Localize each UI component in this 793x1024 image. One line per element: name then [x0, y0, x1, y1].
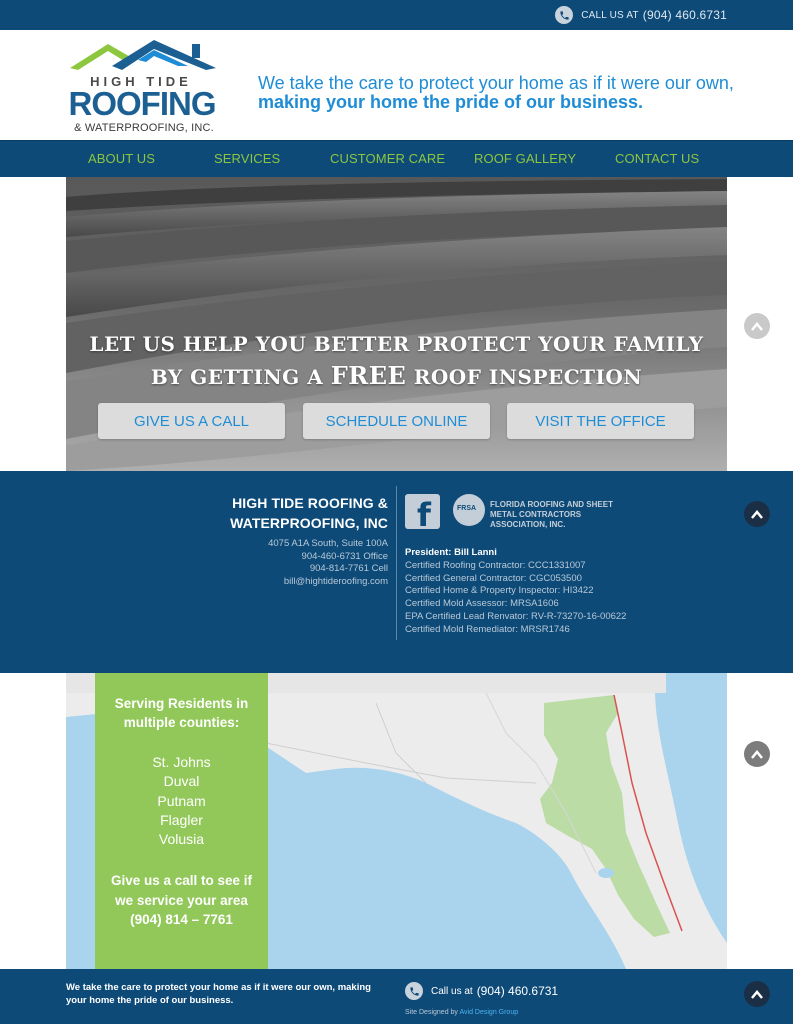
company-name-line2: WATERPROOFING, INC [230, 515, 388, 531]
frsa-name: FLORIDA ROOFING AND SHEET METAL CONTRACTORS ASSOCIATION, INC. [490, 500, 613, 529]
service-cta-phone[interactable]: (904) 814 – 7761 [130, 912, 233, 927]
footer-credit [405, 1009, 518, 1016]
top-call-label: CALL US AT [581, 9, 639, 21]
logo-line-roofing: ROOFING [68, 85, 216, 122]
scroll-up-button-map[interactable] [744, 741, 770, 767]
schedule-online-button[interactable]: SCHEDULE ONLINE [303, 403, 490, 439]
footer-phone-number: (904) 460.6731 [476, 984, 559, 998]
company-contact [268, 538, 388, 588]
nav-services[interactable]: SERVICES [214, 151, 281, 166]
service-title-line1: Serving Residents in [114, 696, 249, 711]
hero-headline-line1: LET US HELP YOU BETTER PROTECT YOUR FAMILY [89, 332, 704, 356]
footer-call-label: Call us at [431, 985, 473, 997]
site-logo[interactable] [64, 38, 224, 133]
credential-item: Certified General Contractor: CGC053500 [405, 572, 582, 584]
phone-icon [405, 982, 423, 1000]
county-item: St. Johns [152, 754, 211, 770]
hero-headline-line2 [66, 360, 727, 393]
credential-item: Certified Mold Remediator: MRSR1746 [405, 623, 570, 635]
top-phone-number: (904) 460.6731 [642, 8, 727, 22]
company-name [230, 493, 388, 533]
county-item: Volusia [158, 831, 205, 848]
footer-tagline: We take the care to protect your home as if it were our own, making your home the pride of our business. [66, 982, 371, 1006]
hero-banner [66, 177, 727, 471]
frsa-logo [453, 494, 633, 528]
chevron-up-icon [751, 990, 763, 999]
service-area-cta [95, 871, 268, 930]
credit-prefix: Site Designed by [405, 1009, 458, 1016]
county-list [95, 753, 268, 849]
nav-customer-care[interactable]: CUSTOMER CARE [330, 151, 446, 166]
site-footer [0, 969, 793, 1024]
facebook-glyph: f [417, 496, 431, 534]
chevron-up-icon [751, 510, 763, 519]
main-nav [0, 140, 793, 177]
logo-line-high-tide: HIGH TIDE [90, 74, 192, 89]
give-us-a-call-button[interactable]: GIVE US A CALL [98, 403, 285, 439]
chevron-up-icon [751, 750, 763, 759]
frsa-seal-icon [453, 494, 485, 526]
service-area-panel [95, 673, 268, 969]
tagline-part2: making your home the pride of our business. [258, 92, 644, 112]
top-call-link[interactable] [555, 6, 727, 24]
nav-roof-gallery[interactable]: ROOF GALLERY [474, 151, 577, 166]
president-name: President: Bill Lanni [405, 547, 497, 558]
company-cell-phone[interactable]: 904-814-7761 Cell [309, 563, 388, 574]
scroll-up-button-hero[interactable] [744, 313, 770, 339]
scroll-up-button-info[interactable] [744, 501, 770, 527]
company-info-section [0, 471, 793, 673]
info-divider [396, 486, 397, 640]
service-area-title [95, 694, 268, 732]
credentials-list [405, 547, 626, 637]
credential-item: Certified Mold Assessor: MRSA1606 [405, 598, 559, 610]
service-cta-line1: Give us a call to see if [110, 873, 253, 888]
logo-line-waterproofing: & WATERPROOFING, INC. [74, 122, 214, 134]
county-item: Flagler [160, 811, 203, 828]
tagline-part1: We take the care to protect your home as if it were our own, [258, 73, 734, 93]
nav-about-us[interactable]: ABOUT US [88, 151, 156, 166]
top-bar [0, 0, 793, 30]
county-item: Putnam [157, 792, 206, 809]
header-tagline [258, 74, 738, 112]
footer-call-link[interactable] [405, 982, 558, 1000]
service-cta-line2: we service your area [115, 892, 248, 908]
frsa-seal-text: FRSA [457, 505, 477, 512]
chevron-up-icon [751, 322, 763, 331]
facebook-icon[interactable] [405, 494, 440, 534]
credential-item: Certified Home & Property Inspector: HI3422 [405, 585, 594, 597]
site-header [0, 30, 793, 140]
county-item: Duval [163, 773, 200, 790]
visit-the-office-button[interactable]: VISIT THE OFFICE [507, 403, 694, 439]
credential-item: Certified Roofing Contractor: CCC1331007 [405, 559, 586, 571]
company-name-line1: HIGH TIDE ROOFING & [232, 495, 388, 511]
scroll-up-button-footer[interactable] [744, 981, 770, 1007]
hero-headline-free: FREE [330, 361, 407, 390]
designer-link[interactable]: Avid Design Group [459, 1009, 519, 1016]
nav-contact-us[interactable]: CONTACT US [615, 151, 700, 166]
phone-icon [555, 6, 573, 24]
service-title-line2: multiple counties: [123, 715, 240, 730]
hero-headline-post: ROOF INSPECTION [413, 365, 643, 389]
company-email-link[interactable]: bill@hightideroofing.com [283, 575, 388, 587]
company-address: 4075 A1A South, Suite 100A [268, 538, 388, 549]
company-office-phone[interactable]: 904-460-6731 Office [301, 550, 388, 562]
hero-headline-pre: BY GETTING A [150, 365, 324, 389]
hero-headline [66, 329, 727, 393]
credential-item: EPA Certified Lead Renvator: RV-R-73270-16-00622 [405, 610, 627, 622]
roof-logo-icon [68, 38, 218, 74]
